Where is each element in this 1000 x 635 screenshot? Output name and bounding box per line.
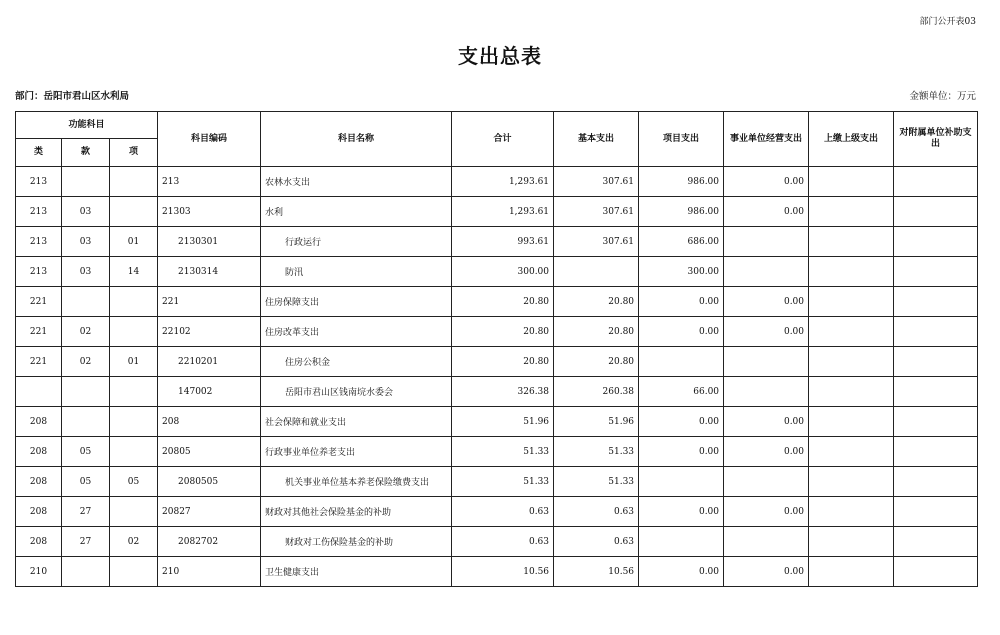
cell-kuan: 02 bbox=[62, 317, 110, 347]
cell-kuan: 03 bbox=[62, 227, 110, 257]
cell-lei: 210 bbox=[16, 557, 62, 587]
cell-kuan: 05 bbox=[62, 437, 110, 467]
cell-subject-name: 卫生健康支出 bbox=[261, 557, 452, 587]
cell-subject-code: 22102 bbox=[158, 317, 261, 347]
cell-business-expense bbox=[724, 347, 809, 377]
cell-xiang bbox=[110, 167, 158, 197]
cell-business-expense: 0.00 bbox=[724, 437, 809, 467]
cell-project-expense bbox=[639, 347, 724, 377]
cell-basic-expense: 307.61 bbox=[554, 227, 639, 257]
cell-business-expense: 0.00 bbox=[724, 497, 809, 527]
cell-subject-code: 147002 bbox=[158, 377, 261, 407]
cell-project-expense: 300.00 bbox=[639, 257, 724, 287]
cell-xiang bbox=[110, 407, 158, 437]
cell-basic-expense: 10.56 bbox=[554, 557, 639, 587]
cell-project-expense: 986.00 bbox=[639, 167, 724, 197]
cell-subsidy bbox=[894, 557, 978, 587]
cell-subject-name: 行政事业单位养老支出 bbox=[261, 437, 452, 467]
cell-subject-name: 机关事业单位基本养老保险缴费支出 bbox=[261, 467, 452, 497]
cell-project-expense: 0.00 bbox=[639, 287, 724, 317]
header-basic-expense: 基本支出 bbox=[554, 112, 639, 167]
cell-subsidy bbox=[894, 467, 978, 497]
cell-project-expense: 0.00 bbox=[639, 317, 724, 347]
cell-total: 993.61 bbox=[452, 227, 554, 257]
cell-xiang bbox=[110, 377, 158, 407]
header-kuan: 款 bbox=[62, 139, 110, 167]
table-row bbox=[16, 437, 978, 467]
cell-project-expense: 66.00 bbox=[639, 377, 724, 407]
cell-basic-expense: 307.61 bbox=[554, 197, 639, 227]
header-business-expense: 事业单位经营支出 bbox=[724, 112, 809, 167]
cell-remit-upper bbox=[809, 257, 894, 287]
form-code-label: 部门公开表03 bbox=[919, 17, 976, 27]
cell-subject-code: 20827 bbox=[158, 497, 261, 527]
cell-kuan: 03 bbox=[62, 197, 110, 227]
cell-subsidy bbox=[894, 227, 978, 257]
cell-subsidy bbox=[894, 377, 978, 407]
table-row bbox=[16, 407, 978, 437]
cell-subsidy bbox=[894, 497, 978, 527]
page-title: 支出总表 bbox=[458, 44, 542, 68]
cell-total: 1,293.61 bbox=[452, 167, 554, 197]
cell-lei: 208 bbox=[16, 497, 62, 527]
cell-subsidy bbox=[894, 317, 978, 347]
cell-kuan bbox=[62, 167, 110, 197]
cell-kuan: 02 bbox=[62, 347, 110, 377]
cell-remit-upper bbox=[809, 167, 894, 197]
cell-xiang bbox=[110, 287, 158, 317]
cell-business-expense bbox=[724, 227, 809, 257]
cell-subject-name: 水利 bbox=[261, 197, 452, 227]
cell-subsidy bbox=[894, 257, 978, 287]
header-total: 合计 bbox=[452, 112, 554, 167]
cell-remit-upper bbox=[809, 497, 894, 527]
cell-subject-code: 208 bbox=[158, 407, 261, 437]
cell-subject-name: 财政对工伤保险基金的补助 bbox=[261, 527, 452, 557]
cell-project-expense bbox=[639, 527, 724, 557]
cell-remit-upper bbox=[809, 557, 894, 587]
amount-unit-label: 金额单位：万元 bbox=[909, 91, 976, 102]
cell-subject-name: 住房公积金 bbox=[261, 347, 452, 377]
cell-lei: 208 bbox=[16, 467, 62, 497]
cell-remit-upper bbox=[809, 227, 894, 257]
table-row bbox=[16, 257, 978, 287]
cell-subject-code: 2130314 bbox=[158, 257, 261, 287]
cell-subsidy bbox=[894, 527, 978, 557]
cell-subject-code: 2210201 bbox=[158, 347, 261, 377]
cell-basic-expense: 20.80 bbox=[554, 317, 639, 347]
cell-subject-code: 20805 bbox=[158, 437, 261, 467]
cell-project-expense: 986.00 bbox=[639, 197, 724, 227]
cell-kuan bbox=[62, 557, 110, 587]
table-row bbox=[16, 227, 978, 257]
cell-subject-name: 岳阳市君山区钱南垸水委会 bbox=[261, 377, 452, 407]
cell-total: 0.63 bbox=[452, 527, 554, 557]
cell-xiang bbox=[110, 437, 158, 467]
cell-subject-name: 住房改革支出 bbox=[261, 317, 452, 347]
cell-total: 0.63 bbox=[452, 497, 554, 527]
table-row bbox=[16, 467, 978, 497]
table-row bbox=[16, 557, 978, 587]
cell-basic-expense: 260.38 bbox=[554, 377, 639, 407]
cell-subsidy bbox=[894, 287, 978, 317]
cell-basic-expense: 51.33 bbox=[554, 437, 639, 467]
cell-xiang bbox=[110, 317, 158, 347]
table-row bbox=[16, 197, 978, 227]
cell-business-expense bbox=[724, 467, 809, 497]
department-label: 部门：岳阳市君山区水利局 bbox=[15, 91, 130, 102]
cell-subject-code: 2080505 bbox=[158, 467, 261, 497]
table-row bbox=[16, 527, 978, 557]
cell-kuan bbox=[62, 407, 110, 437]
cell-kuan: 03 bbox=[62, 257, 110, 287]
cell-total: 10.56 bbox=[452, 557, 554, 587]
cell-kuan bbox=[62, 377, 110, 407]
cell-kuan bbox=[62, 287, 110, 317]
cell-lei: 208 bbox=[16, 407, 62, 437]
cell-business-expense: 0.00 bbox=[724, 287, 809, 317]
cell-subject-code: 21303 bbox=[158, 197, 261, 227]
table-row bbox=[16, 287, 978, 317]
cell-xiang: 01 bbox=[110, 347, 158, 377]
cell-subject-name: 防汛 bbox=[261, 257, 452, 287]
cell-lei: 213 bbox=[16, 197, 62, 227]
cell-project-expense: 686.00 bbox=[639, 227, 724, 257]
header-lei: 类 bbox=[16, 139, 62, 167]
cell-subject-code: 210 bbox=[158, 557, 261, 587]
cell-total: 51.33 bbox=[452, 467, 554, 497]
cell-business-expense: 0.00 bbox=[724, 197, 809, 227]
cell-business-expense bbox=[724, 377, 809, 407]
cell-subsidy bbox=[894, 167, 978, 197]
cell-remit-upper bbox=[809, 347, 894, 377]
cell-lei bbox=[16, 377, 62, 407]
cell-basic-expense: 20.80 bbox=[554, 287, 639, 317]
cell-subject-name: 农林水支出 bbox=[261, 167, 452, 197]
cell-remit-upper bbox=[809, 407, 894, 437]
cell-basic-expense: 51.96 bbox=[554, 407, 639, 437]
cell-xiang: 02 bbox=[110, 527, 158, 557]
cell-subsidy bbox=[894, 197, 978, 227]
cell-subject-name: 行政运行 bbox=[261, 227, 452, 257]
cell-basic-expense: 51.33 bbox=[554, 467, 639, 497]
cell-xiang bbox=[110, 497, 158, 527]
header-subject-code: 科目编码 bbox=[158, 112, 261, 167]
cell-project-expense bbox=[639, 467, 724, 497]
cell-business-expense: 0.00 bbox=[724, 167, 809, 197]
cell-basic-expense: 307.61 bbox=[554, 167, 639, 197]
cell-xiang bbox=[110, 557, 158, 587]
header-project-expense: 项目支出 bbox=[639, 112, 724, 167]
cell-total: 326.38 bbox=[452, 377, 554, 407]
table-row bbox=[16, 317, 978, 347]
cell-total: 300.00 bbox=[452, 257, 554, 287]
cell-lei: 221 bbox=[16, 287, 62, 317]
table-row bbox=[16, 167, 978, 197]
cell-lei: 213 bbox=[16, 167, 62, 197]
cell-xiang bbox=[110, 197, 158, 227]
cell-remit-upper bbox=[809, 467, 894, 497]
cell-subject-code: 2130301 bbox=[158, 227, 261, 257]
header-remit-upper: 上缴上级支出 bbox=[809, 112, 894, 167]
cell-project-expense: 0.00 bbox=[639, 557, 724, 587]
cell-subject-code: 2082702 bbox=[158, 527, 261, 557]
expense-summary-table bbox=[15, 111, 978, 587]
cell-xiang: 14 bbox=[110, 257, 158, 287]
cell-total: 20.80 bbox=[452, 317, 554, 347]
cell-lei: 208 bbox=[16, 437, 62, 467]
cell-business-expense bbox=[724, 527, 809, 557]
cell-total: 20.80 bbox=[452, 287, 554, 317]
table-row bbox=[16, 347, 978, 377]
header-subsidy: 对附属单位补助支出 bbox=[894, 112, 978, 167]
cell-xiang: 05 bbox=[110, 467, 158, 497]
cell-subsidy bbox=[894, 347, 978, 377]
cell-subject-name: 财政对其他社会保险基金的补助 bbox=[261, 497, 452, 527]
cell-subsidy bbox=[894, 437, 978, 467]
cell-lei: 221 bbox=[16, 317, 62, 347]
cell-basic-expense: 0.63 bbox=[554, 497, 639, 527]
header-xiang: 项 bbox=[110, 139, 158, 167]
cell-remit-upper bbox=[809, 527, 894, 557]
cell-business-expense: 0.00 bbox=[724, 407, 809, 437]
cell-remit-upper bbox=[809, 317, 894, 347]
cell-project-expense: 0.00 bbox=[639, 497, 724, 527]
cell-basic-expense: 20.80 bbox=[554, 347, 639, 377]
cell-total: 51.33 bbox=[452, 437, 554, 467]
cell-subject-name: 社会保障和就业支出 bbox=[261, 407, 452, 437]
table-row bbox=[16, 497, 978, 527]
cell-business-expense: 0.00 bbox=[724, 557, 809, 587]
table-row bbox=[16, 377, 978, 407]
cell-remit-upper bbox=[809, 437, 894, 467]
cell-basic-expense: 0.63 bbox=[554, 527, 639, 557]
header-subject-name: 科目名称 bbox=[261, 112, 452, 167]
cell-business-expense: 0.00 bbox=[724, 317, 809, 347]
cell-total: 1,293.61 bbox=[452, 197, 554, 227]
cell-subsidy bbox=[894, 407, 978, 437]
table-header-row bbox=[16, 112, 978, 139]
cell-total: 51.96 bbox=[452, 407, 554, 437]
cell-lei: 208 bbox=[16, 527, 62, 557]
cell-subject-code: 213 bbox=[158, 167, 261, 197]
table-body bbox=[16, 167, 978, 587]
cell-lei: 213 bbox=[16, 257, 62, 287]
cell-subject-name: 住房保障支出 bbox=[261, 287, 452, 317]
cell-basic-expense bbox=[554, 257, 639, 287]
cell-lei: 213 bbox=[16, 227, 62, 257]
cell-project-expense: 0.00 bbox=[639, 437, 724, 467]
cell-remit-upper bbox=[809, 377, 894, 407]
cell-kuan: 05 bbox=[62, 467, 110, 497]
cell-remit-upper bbox=[809, 197, 894, 227]
cell-kuan: 27 bbox=[62, 497, 110, 527]
cell-xiang: 01 bbox=[110, 227, 158, 257]
header-function-subject: 功能科目 bbox=[16, 112, 158, 139]
cell-total: 20.80 bbox=[452, 347, 554, 377]
cell-business-expense bbox=[724, 257, 809, 287]
cell-lei: 221 bbox=[16, 347, 62, 377]
cell-project-expense: 0.00 bbox=[639, 407, 724, 437]
cell-kuan: 27 bbox=[62, 527, 110, 557]
cell-subject-code: 221 bbox=[158, 287, 261, 317]
cell-remit-upper bbox=[809, 287, 894, 317]
